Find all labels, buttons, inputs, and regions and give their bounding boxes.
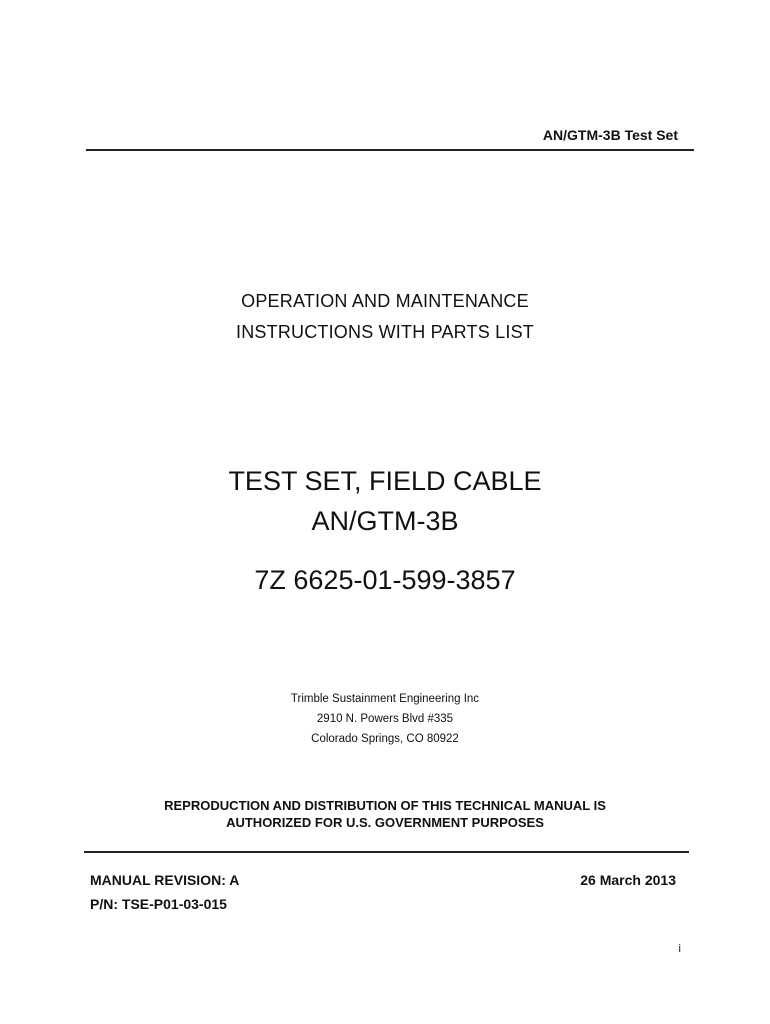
title-line-1: TEST SET, FIELD CABLE <box>228 466 542 496</box>
distribution-notice <box>0 797 770 831</box>
notice-line-2: AUTHORIZED FOR U.S. GOVERNMENT PURPOSES <box>226 815 544 830</box>
stock-number: 7Z 6625-01-599-3857 <box>254 565 516 595</box>
title-line-2: AN/GTM-3B <box>311 506 459 536</box>
revision-block <box>90 868 239 916</box>
company-name: Trimble Sustainment Engineering Inc <box>290 693 480 705</box>
street-address: 2910 N. Powers Blvd #335 <box>316 713 454 725</box>
page-number: i <box>678 943 681 955</box>
subtitle-line-2: INSTRUCTIONS WITH PARTS LIST <box>236 322 534 342</box>
subtitle-line-1: OPERATION AND MAINTENANCE <box>241 291 529 311</box>
footer-rule <box>84 851 689 853</box>
document-title <box>0 461 770 541</box>
document-subtitle <box>0 286 770 348</box>
running-header: AN/GTM-3B Test Set <box>542 127 678 143</box>
manual-revision: MANUAL REVISION: A <box>90 872 240 888</box>
revision-date: 26 March 2013 <box>580 872 676 888</box>
company-address <box>0 689 770 749</box>
part-number: P/N: TSE-P01-03-015 <box>90 896 227 912</box>
notice-line-1: REPRODUCTION AND DISTRIBUTION OF THIS TECHNICAL MANUAL IS <box>164 798 606 813</box>
city-state-zip: Colorado Springs, CO 80922 <box>311 733 459 745</box>
header-rule <box>86 149 694 151</box>
